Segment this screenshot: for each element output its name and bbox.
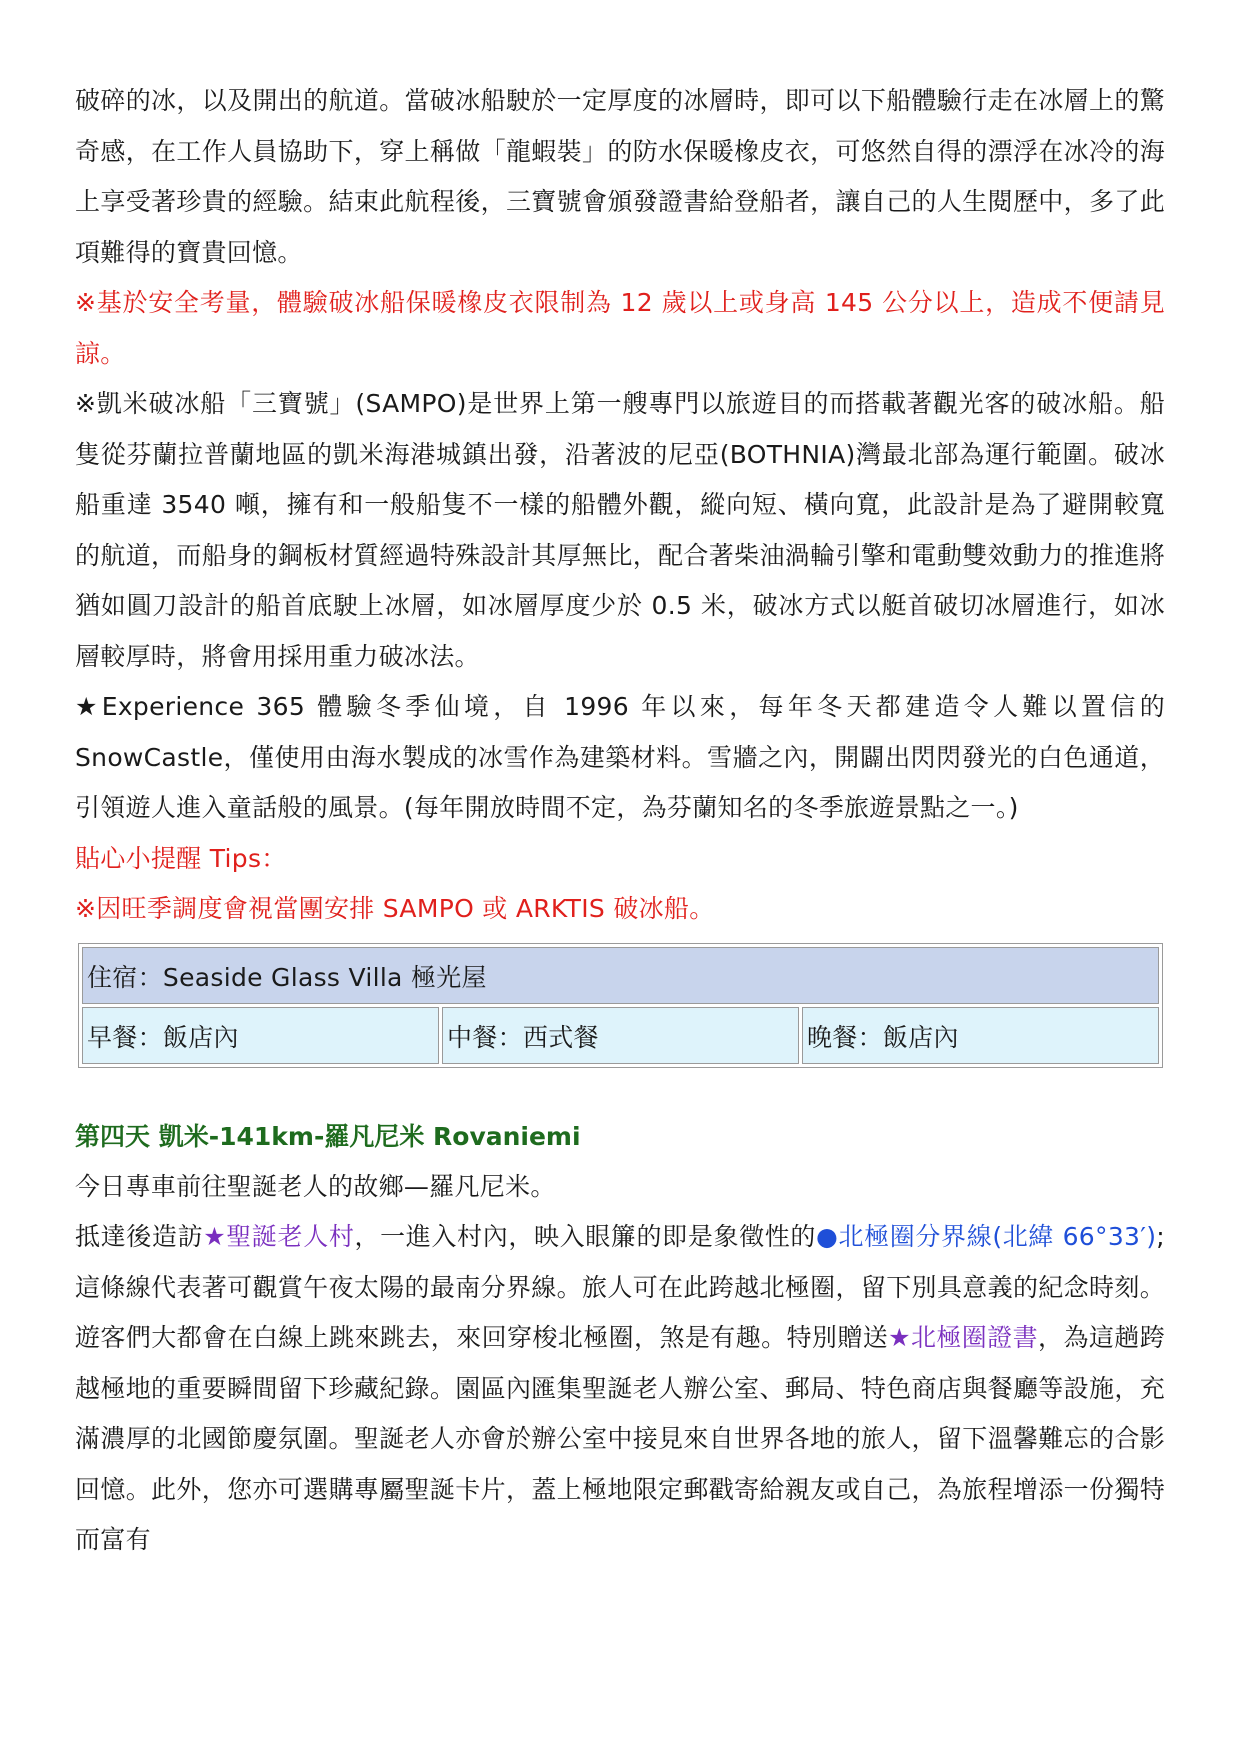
day4-rest: ; 這條線代表著可觀賞午夜太陽的最南分界線。旅人可在此跨越北極圈，留下別具意義的紀念時刻。遊客們大都會在白線上跳來跳去，來回穿梭北極圈，煞是有趣。特別贈送 — [75, 1222, 1165, 1352]
day4-intro: 今日專車前往聖誕老人的故鄉—羅凡尼米。 — [75, 1171, 556, 1201]
day4-description — [75, 1212, 1165, 1566]
lodging-row — [82, 947, 1159, 1004]
day4-end: ，為這趟跨越極地的重要瞬間留下珍藏紀錄。園區內匯集聖誕老人辦公室、郵局、特色商店與餐廳等設施，充滿濃厚的北國節慶氛圍。聖誕老人亦會於辦公室中接見來自世界各地的旅人，留下溫馨難忘的合影回憶。此外，您亦可選購專屬聖誕卡片，蓋上極地限定郵戳寄給親友或自己，為旅程增添一份獨特而富有 — [75, 1323, 1165, 1554]
lodging-meal-table — [78, 943, 1163, 1068]
intro-paragraph: 破碎的冰，以及開出的航道。當破冰船駛於一定厚度的冰層時，即可以下船體驗行走在冰層上的驚奇感，在工作人員協助下，穿上稱做「龍蝦裝」的防水保暖橡皮衣，可悠然自得的漂浮在冰冷的海上享受著珍貴的經驗。結束此航程後，三寶號會頒發證書給登船者，讓自己的人生閱歷中，多了此項難得的寶貴回憶。 — [75, 86, 1165, 267]
breakfast-cell: 早餐：飯店內 — [82, 1007, 439, 1064]
sampo-paragraph: ※凱米破冰船「三寶號」(SAMPO)是世界上第一艘專門以旅遊目的而搭載著觀光客的破冰船。船隻從芬蘭拉普蘭地區的凱米海港城鎮出發，沿著波的尼亞(BOTHNIA)灣最北部為運行範圍。破冰船重達 3540 噸，擁有和一般船隻不一樣的船體外觀，縱向短、橫向寬，此設計是為了避開較寬的航道，而船身的鋼板材質經過特殊設計其厚無比，配合著柴油渦輪引擎和電動雙效動力的推進將猶如圓刀設計的船首底駛上冰層，如冰層厚度少於 0.5 米，破冰方式以艇首破切冰層進行，如冰層較厚時，將會用採用重力破冰法。 — [75, 389, 1165, 671]
day4-prefix: 抵達後造訪 — [75, 1222, 204, 1251]
day4-mid: ，一進入村內，映入眼簾的即是象徵性的 — [354, 1222, 817, 1251]
santa-village-link: ★聖誕老人村 — [203, 1222, 355, 1251]
lodging-cell: 住宿：Seaside Glass Villa 極光屋 — [82, 947, 1159, 1004]
snowcastle-paragraph: ★Experience 365 體驗冬季仙境，自 1996 年以來，每年冬天都建造令人難以置信的SnowCastle，僅使用由海水製成的冰雪作為建築材料。雪牆之內，開闢出閃閃發光的白色通道，引領遊人進入童話般的風景。(每年開放時間不定，為芬蘭知名的冬季旅遊景點之一。) — [75, 692, 1165, 822]
section-spacer — [75, 1068, 1165, 1112]
tips-body: ※因旺季調度會視當團安排 SAMPO 或 ARKTIS 破冰船。 — [75, 894, 715, 923]
day4-title: 第四天 凱米-141km-羅凡尼米 Rovaniemi — [75, 1121, 581, 1151]
dinner-cell: 晚餐：飯店內 — [802, 1007, 1159, 1064]
tips-title: 貼心小提醒 Tips： — [75, 843, 287, 873]
document-page — [75, 76, 1165, 1566]
arctic-certificate: ★北極圈證書 — [888, 1323, 1039, 1352]
meals-row — [82, 1007, 1159, 1064]
arctic-circle-line: ●北極圈分界線(北緯 66°33′) — [816, 1222, 1157, 1251]
safety-warning: ※基於安全考量，體驗破冰船保暖橡皮衣限制為 12 歲以上或身高 145 公分以上，造成不便請見諒。 — [75, 288, 1165, 368]
lunch-cell: 中餐：西式餐 — [442, 1007, 799, 1064]
